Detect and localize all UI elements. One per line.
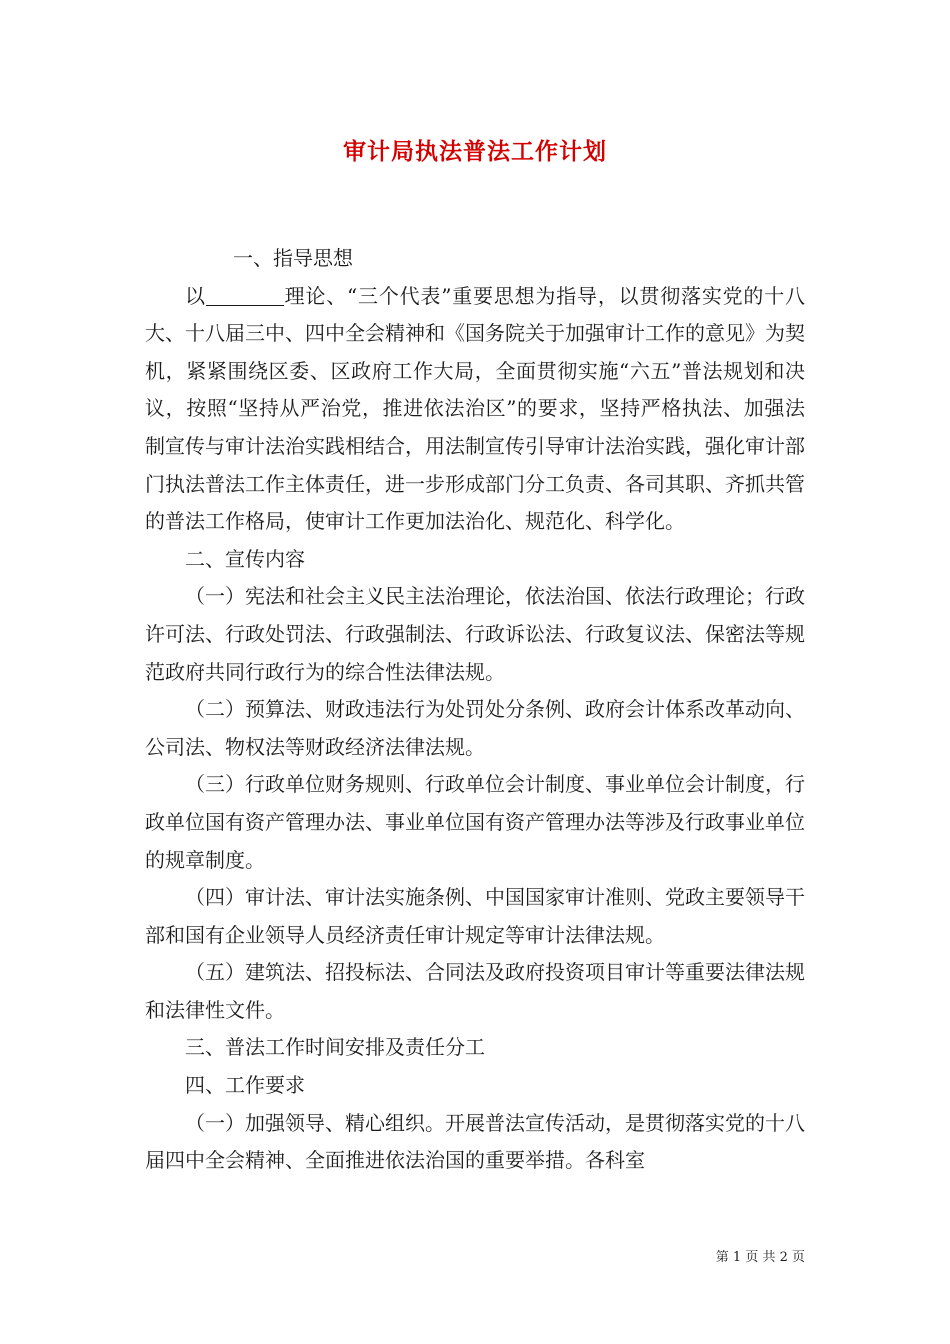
section-heading-4: 四、工作要求 [185, 1073, 305, 1098]
guiding-thought-paragraph [145, 278, 805, 541]
content-item-3: （三）行政单位财务规则、行政单位会计制度、事业单位会计制度，行政单位国有资产管理办法、事业单位国有资产管理办法等涉及行政事业单位的规章制度。 [145, 772, 805, 872]
content-item-2: （二）预算法、财政违法行为处罚处分条例、政府会计体系改革动向、公司法、物权法等财政经济法律法规。 [145, 697, 805, 759]
content-item-4: （四）审计法、审计法实施条例、中国国家审计准则、党政主要领导干部和国有企业领导人员经济责任审计规定等审计法律法规。 [145, 885, 805, 947]
paragraph-lead: 以 [185, 283, 206, 308]
content-item-1: （一）宪法和社会主义民主法治理论，依法治国、依法行政理论；行政许可法、行政处罚法、行政强制法、行政诉讼法、行政复议法、保密法等规范政府共同行政行为的综合性法律法规。 [145, 584, 805, 684]
document-title: 审计局执法普法工作计划 [343, 138, 607, 165]
paragraph-rest: 理论、“三个代表”重要思想为指导，以贯彻落实党的十八大、十八届三中、四中全会精神和《国务院关于加强审计工作的意见》为契机，紧紧围绕区委、区政府工作大局，全面贯彻实施“六五”普法规划和决议，按照“坚持从严治党，推进依法治区”的要求，坚持严格执法、加强法制宣传与审计法治实践相结合，用法制宣传引导审计法治实践，强化审计部门执法普法工作主体责任，进一步形成部门分工负责、各司其职、齐抓共管的普法工作格局，使审计工作更加法治化、规范化、科学化。 [145, 283, 806, 534]
section-heading-1: 一、指导思想 [233, 246, 353, 270]
blank-underline [206, 285, 284, 306]
page-number: 第 1 页 共 2 页 [715, 1250, 805, 1265]
section-heading-2: 二、宣传内容 [185, 546, 305, 571]
document-body [145, 240, 805, 1180]
requirement-item-1: （一）加强领导、精心组织。开展普法宣传活动，是贯彻落实党的十八届四中全会精神、全面推进依法治国的重要举措。各科室 [145, 1110, 805, 1173]
content-item-5: （五）建筑法、招投标法、合同法及政府投资项目审计等重要法律法规和法律性文件。 [145, 960, 805, 1022]
section-heading-3: 三、普法工作时间安排及责任分工 [185, 1035, 485, 1060]
